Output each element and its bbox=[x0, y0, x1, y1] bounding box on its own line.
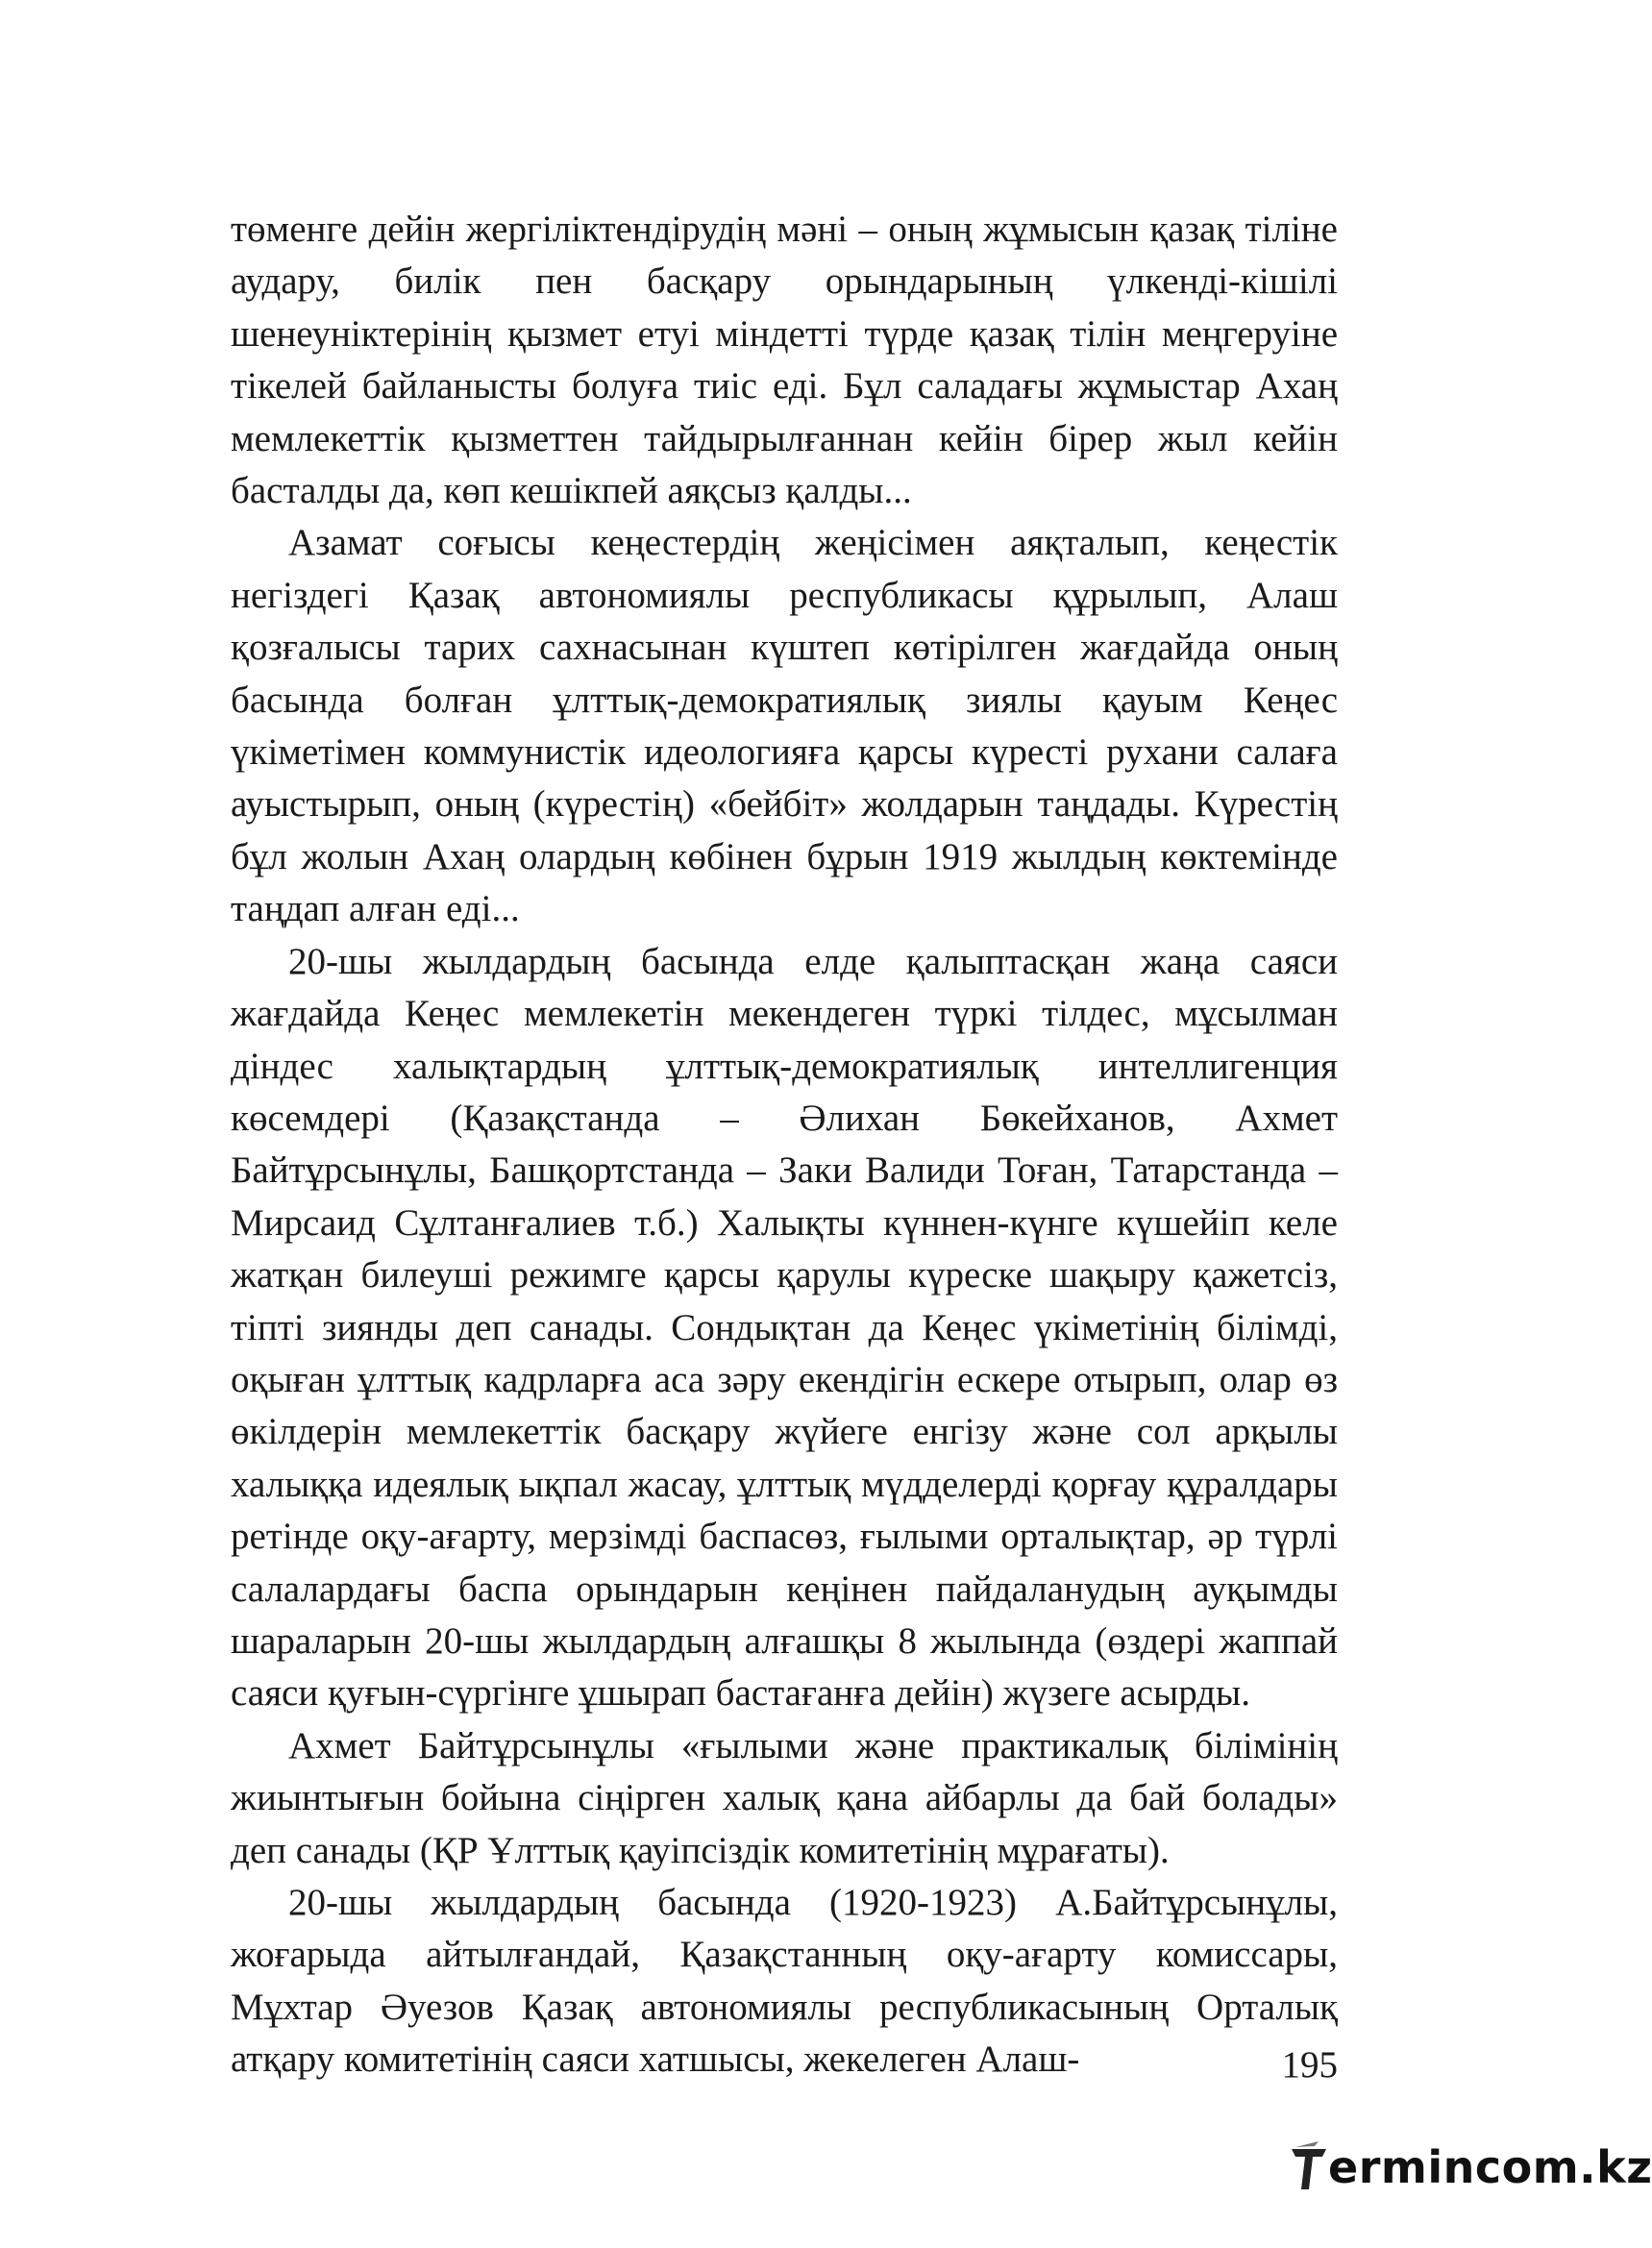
paragraph-5: 20-шы жылдардың басында (1920-1923) А.Байтұрсынұлы, жоғарыда айтылғандай, Қазақстанның оқу-ағарту комиссары, Мұхтар Әуезов Қазақ автономиялы республикасының Орталық атқару комитетінің саяси хатшысы, жекелеген Алаш- bbox=[231, 1882, 1338, 2081]
main-text bbox=[231, 204, 1338, 2087]
paragraph-4: Ахмет Байтұрсынұлы «ғылыми және практикалық білімінің жиынтығын бойына сіңірген халық қана айбарлы да бай болады» деп санады (ҚР Ұлттық қауіпсіздік комитетінің мұрағаты). bbox=[231, 1724, 1338, 1871]
paragraph-2: Азамат соғысы кеңестердің жеңісімен аяқталып, кеңестік негіздегі Қазақ автономиялы республикасы құрылып, Алаш қозғалысы тарих сахнасынан күштеп көтірілген жағдайда оның басында болған ұлттық-демократиялық зиялы қауым Кеңес үкіметімен коммунистік идеологияға қарсы күресті рухани салаға ауыстырып, оның (күрестің) «бейбіт» жолдарын таңдады. Күрестің бұл жолын Ахаң олардың көбінен бұрын 1919 жылдың көктемінде таңдап алған еді... bbox=[231, 522, 1338, 930]
termincom-watermark bbox=[1290, 2141, 1652, 2193]
watermark-logo-icon bbox=[1290, 2141, 1328, 2193]
paragraph-3: 20-шы жылдардың басында елде қалыптасқан жаңа саяси жағдайда Кеңес мемлекетін мекендеген түркі тілдес, мұсылман діндес халықтардың ұлттық-демократиялық интеллигенция көсемдері (Қазақстанда – Әлихан Бөкейханов, Ахмет Байтұрсынұлы, Башқортстанда – Заки Валиди Тоған, Татарстанда – Мирсаид Сұлтанғалиев т.б.) Халықты күннен-күнге күшейіп келе жатқан билеуші режимге қарсы қарулы күреске шақыру қажетсіз, тіпті зиянды деп санады. Сондықтан да Кеңес үкіметінің білімді, оқыған ұлттық кадрларға аса зәру екендігін ескере отырып, олар өз өкілдерін мемлекеттік басқару жүйеге енгізу және сол арқылы халыққа идеялық ықпал жасау, ұлттық мүдделерді қорғау құралдары ретінде оқу-ағарту, мерзімді баспасөз, ғылыми орталықтар, әр түрлі салалардағы баспа орындарын кеңінен пайдаланудың ауқымды шараларын 20-шы жылдардың алғашқы 8 жылында (өздері жаппай саяси қуғын-сүргінге ұшырап бастағанға дейін) жүзеге асырды. bbox=[231, 940, 1338, 1715]
page-number: 195 bbox=[1281, 2044, 1338, 2086]
paragraph-1: төменге дейін жергіліктендірудің мәні – оның жұмысын қазақ тіліне аудару, билік пен басқару орындарының үлкенді-кішілі шенеуніктерінің қызмет етуі міндетті түрде қазақ тілін меңгеруіне тікелей байланысты болуға тиіс еді. Бұл саладағы жұмыстар Ахаң мемлекеттік қызметтен тайдырылғаннан кейін бірер жыл кейін басталды да, көп кешікпей аяқсыз қалды... bbox=[231, 209, 1338, 512]
watermark-text: ermincom.kz bbox=[1328, 2141, 1652, 2193]
